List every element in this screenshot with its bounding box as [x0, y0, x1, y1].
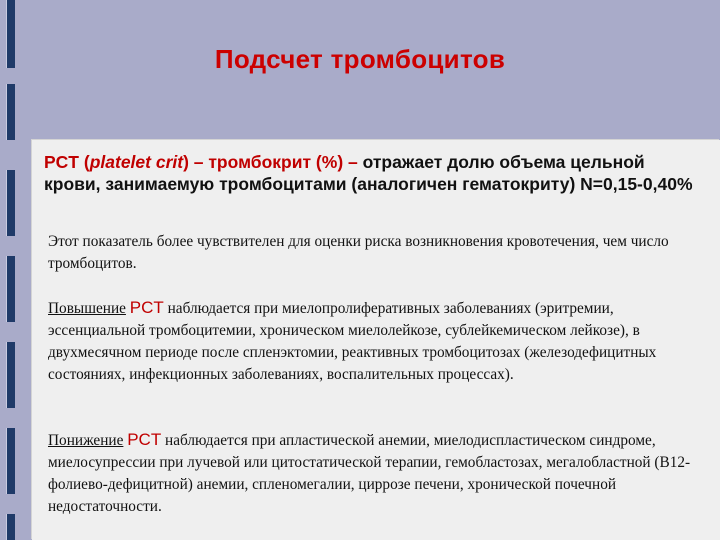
- pct-paren-open: (: [79, 152, 90, 172]
- left-accent-bar-4: [6, 256, 15, 322]
- left-accent-bar-3: [6, 170, 15, 236]
- decrease-label: Понижение: [48, 432, 124, 449]
- left-accent-bar-6: [6, 428, 15, 494]
- pct-term-italic: platelet crit: [89, 152, 184, 172]
- pct-definition-text: отражает долю объема цельной крови, занимаемую тромбоцитами (аналогичен гематокриту): [44, 152, 645, 194]
- increase-text: наблюдается при миелопролиферативных заболеваниях (эритремии, эссенциальной тромбоцитемии, хроническом миелолейкозе, сублейкемическом лейкозе), в двухмесячном периоде после спленэктомии, реактивных тромбоцитозах (железодефицитных состояниях, инфекционных заболеваниях, воспалительных процессах).: [48, 300, 657, 383]
- left-accent-bar-5: [6, 342, 15, 408]
- left-accent-bar-2: [6, 84, 15, 140]
- decrease-text: наблюдается при апластической анемии, миелодиспластическом синдроме, миелосупрессии при лучевой или цитостатической терапии, гемобластозах, мегалобластной (В12-фолиево-дефицитной) анемии, спленомегалии, циррозе печени, хронической почечной недостаточности.: [48, 432, 691, 515]
- pct-definition: [44, 151, 704, 195]
- pct-term-rest: ) – тромбокрит (%) –: [183, 152, 363, 172]
- left-accent-bar-7: [6, 514, 15, 540]
- decrease-paragraph: [48, 429, 698, 518]
- decrease-term: PCT: [127, 430, 162, 449]
- increase-term: PCT: [129, 298, 164, 317]
- pct-term: PCT: [44, 152, 79, 172]
- increase-paragraph: [48, 297, 698, 386]
- sensitivity-paragraph: Этот показатель более чувствителен для оценки риска возникновения кровотечения, чем число тромбоцитов.: [48, 233, 669, 272]
- pct-norm: N=0,15-0,40%: [575, 174, 693, 194]
- slide-title: Подсчет тромбоцитов: [214, 44, 506, 74]
- increase-label: Повышение: [48, 300, 126, 317]
